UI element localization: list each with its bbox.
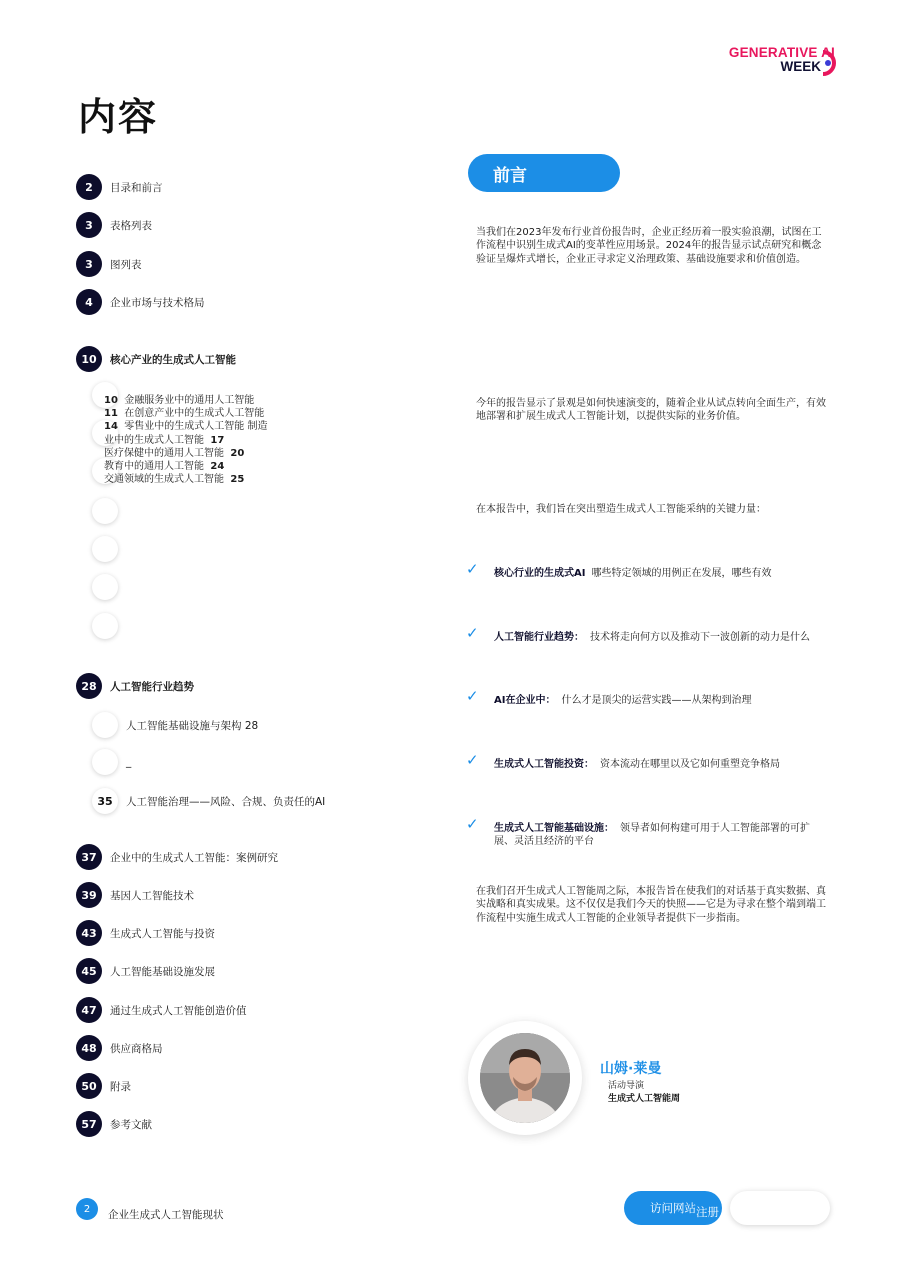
logo-line1: GENERATIVE AI <box>728 45 835 60</box>
preface-paragraph: 在本报告中，我们旨在突出塑造生成式人工智能采纳的关键力量： <box>476 504 766 515</box>
toc-page-badge: 50 <box>76 1073 102 1099</box>
subsection-item[interactable]: 交通领域的生成式人工智能 25 <box>104 474 245 486</box>
toc-item[interactable] <box>76 844 278 870</box>
toc-label: 通过生成式人工智能创造价值 <box>110 1004 247 1017</box>
page-title: 内容 <box>78 95 159 139</box>
register-label[interactable]: 注册 <box>696 1205 719 1219</box>
key-force-item: ✓ 核心行业的生成式AI 哪些特定领域的用例正在发展，哪些有效 <box>466 560 772 579</box>
toc-page-badge: 28 <box>76 673 102 699</box>
toc-item[interactable] <box>76 174 163 200</box>
toc-item[interactable] <box>76 920 215 946</box>
subsection-list <box>104 394 304 486</box>
toc-item[interactable] <box>76 1073 131 1099</box>
key-force-item: ✓ 生成式人工智能基础设施： 领导者如何构建可用于人工智能部署的可扩展、灵活且经济的平台 <box>466 815 810 848</box>
trend-label: 人工智能基础设施与架构 28 <box>126 719 259 732</box>
author-org: 生成式人工智能周 <box>608 1094 681 1104</box>
toc-page-badge: 48 <box>76 1035 102 1061</box>
avatar <box>480 1033 570 1123</box>
subsection-item[interactable]: 14 零售业中的生成式人工智能 制造 <box>104 421 268 433</box>
toc-section-core-industries[interactable] <box>76 346 236 372</box>
checkmark-icon: ✓ <box>466 624 479 642</box>
footer-title: 企业生成式人工智能现状 <box>108 1209 224 1221</box>
trend-label: 人工智能治理——风险、合规、负责任的AI <box>126 795 326 808</box>
logo-mark-icon <box>819 48 841 78</box>
checkmark-icon: ✓ <box>466 815 479 833</box>
key-force-item: ✓ 人工智能行业趋势： 技术将走向何方以及推动下一波创新的动力是什么 <box>466 624 810 643</box>
sub-bullet-circle <box>92 613 118 639</box>
toc-item[interactable] <box>76 212 152 238</box>
key-force-item: ✓ AI在企业中： 什么才是顶尖的运营实践——从架构到治理 <box>466 687 752 706</box>
toc-item[interactable] <box>76 1111 152 1137</box>
sub-bullet-circle <box>92 574 118 600</box>
toc-item[interactable] <box>76 997 247 1023</box>
toc-label: 企业中的生成式人工智能：案例研究 <box>110 851 278 864</box>
author-avatar-frame <box>468 1021 582 1135</box>
toc-label: 人工智能行业趋势 <box>110 680 194 693</box>
toc-page-badge: 3 <box>76 251 102 277</box>
subsection-item[interactable]: 业中的生成式人工智能 17 <box>104 434 225 446</box>
toc-page-badge: 10 <box>76 346 102 372</box>
visit-website-button[interactable]: 访问网站 <box>624 1191 722 1225</box>
toc-item[interactable] <box>76 1035 163 1061</box>
toc-page-badge: 4 <box>76 289 102 315</box>
toc-page-badge: 39 <box>76 882 102 908</box>
subsection-item[interactable]: 教育中的通用人工智能 24 <box>104 461 225 473</box>
checkmark-icon: ✓ <box>466 560 479 578</box>
logo-line2: WEEK <box>780 59 821 74</box>
toc-item[interactable] <box>76 958 215 984</box>
toc-label: 基因人工智能技术 <box>110 889 194 902</box>
trend-label: _ <box>126 756 132 768</box>
register-button[interactable] <box>730 1191 830 1225</box>
preface-paragraph: 在我们召开生成式人工智能周之际，本报告旨在使我们的对话基于真实数据、真实战略和真实成果。这不仅仅是我们今天的快照——它是为寻求在整个端到端工作流程中实施生成式人工智能的企业领导者提供下一步指南。 <box>476 886 826 924</box>
toc-section-ai-trends[interactable] <box>76 673 194 699</box>
sub-bullet-circle <box>92 749 118 775</box>
toc-page-badge: 2 <box>76 174 102 200</box>
trend-item[interactable] <box>92 788 325 814</box>
toc-label: 目录和前言 <box>110 181 163 194</box>
toc-item[interactable] <box>76 882 194 908</box>
preface-paragraph: 今年的报告显示了景观是如何快速演变的，随着企业从试点转向全面生产，有效地部署和扩展生成式人工智能计划，以提供实际的业务价值。 <box>476 398 826 423</box>
author-name: 山姆·莱曼 <box>600 1061 662 1077</box>
toc-item[interactable] <box>76 251 142 277</box>
toc-label: 核心产业的生成式人工智能 <box>110 353 236 366</box>
toc-page-badge: 45 <box>76 958 102 984</box>
checkmark-icon: ✓ <box>466 687 479 705</box>
preface-heading: 前言 <box>468 154 620 192</box>
toc-page-badge: 3 <box>76 212 102 238</box>
subsection-item[interactable]: 医疗保健中的通用人工智能 20 <box>104 447 245 459</box>
toc-label: 生成式人工智能与投资 <box>110 927 215 940</box>
toc-label: 企业市场与技术格局 <box>110 296 205 309</box>
toc-page-badge: 47 <box>76 997 102 1023</box>
preface-paragraph: 当我们在2023年发布行业首份报告时，企业正经历着一股实验浪潮，试图在工作流程中识别生成式AI的变革性应用场景。2024年的报告显示试点研究和概念验证呈爆炸式增长，企业正寻求定义治理政策、基础设施要求和价值创造。 <box>476 227 822 265</box>
sub-bullet-circle <box>92 712 118 738</box>
subsection-item[interactable]: 10 金融服务业中的通用人工智能 <box>104 395 255 406</box>
sub-bullet-circle <box>92 536 118 562</box>
toc-page-badge: 43 <box>76 920 102 946</box>
toc-page-badge: 57 <box>76 1111 102 1137</box>
toc-item[interactable] <box>76 289 205 315</box>
toc-page-badge: 37 <box>76 844 102 870</box>
checkmark-icon: ✓ <box>466 751 479 769</box>
trend-item[interactable] <box>92 749 131 775</box>
toc-label: 附录 <box>110 1080 131 1093</box>
toc-label: 供应商格局 <box>110 1042 163 1055</box>
subsection-item[interactable]: 11 在创意产业中的生成式人工智能 <box>104 408 265 420</box>
sub-bullet-circle <box>92 498 118 524</box>
page-number-badge: 2 <box>76 1198 98 1220</box>
sub-page-badge: 35 <box>92 788 118 814</box>
toc-label: 参考文献 <box>110 1118 152 1131</box>
toc-label: 表格列表 <box>110 219 152 232</box>
key-force-item: ✓ 生成式人工智能投资： 资本流动在哪里以及它如何重塑竞争格局 <box>466 751 780 770</box>
author-role: 活动导演 <box>608 1081 645 1091</box>
toc-label: 人工智能基础设施发展 <box>110 965 215 978</box>
trend-item[interactable] <box>92 712 258 738</box>
toc-label: 图列表 <box>110 258 142 271</box>
